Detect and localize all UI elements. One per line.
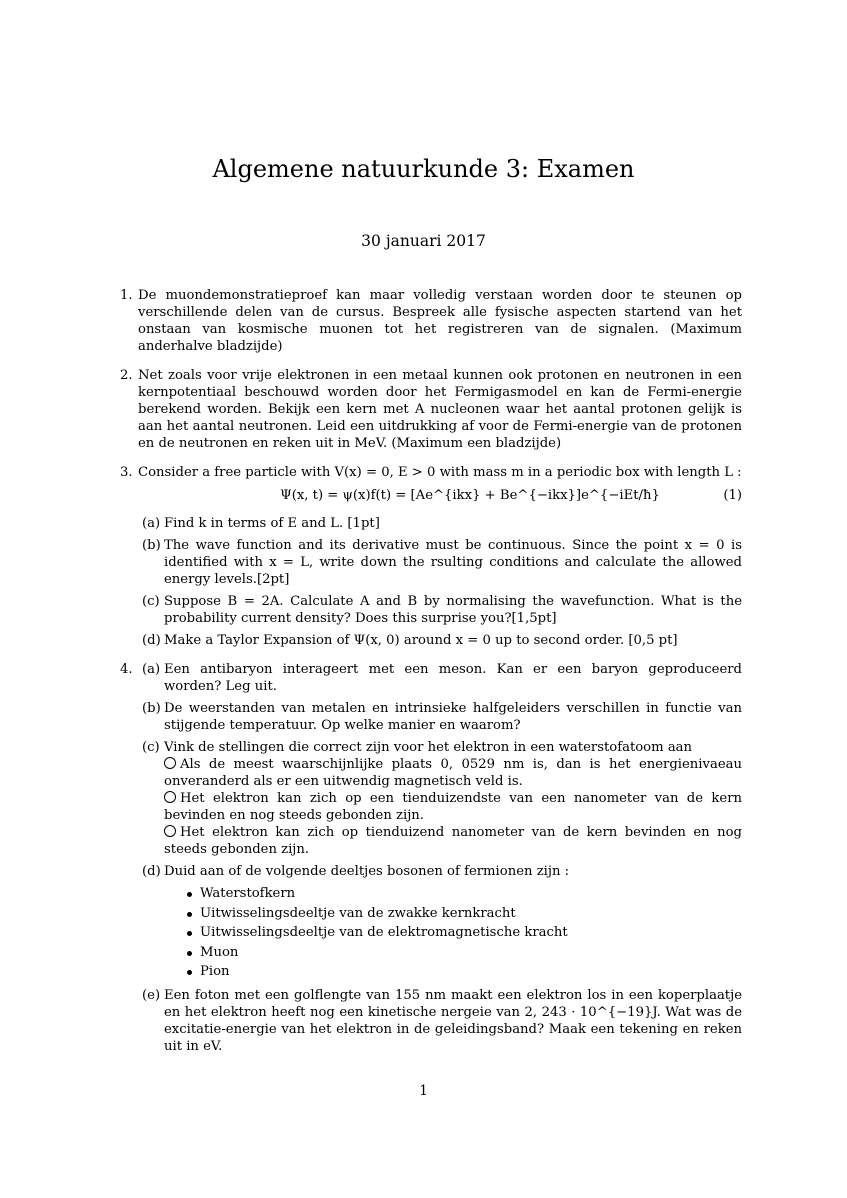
- part-label: (a): [142, 516, 161, 531]
- part-text: Duid aan of de volgende deeltjes bosonen of fermionen zijn :: [164, 864, 570, 879]
- statement-option-2: [164, 790, 742, 824]
- question-number: 1.: [120, 288, 133, 303]
- list-item: Muon: [200, 943, 742, 963]
- checkbox-circle-icon[interactable]: [164, 825, 176, 837]
- question-4: [120, 661, 742, 1055]
- question-number: 2.: [120, 368, 133, 383]
- part-label: (c): [142, 740, 160, 755]
- part-label: (d): [142, 633, 161, 648]
- list-item: Uitwisselingsdeeltje van de elektromagnetische kracht: [200, 923, 742, 943]
- page-number: 1: [419, 1083, 428, 1099]
- question-4d: [138, 863, 742, 982]
- question-3c: [138, 593, 742, 627]
- question-text: De muondemonstratieproef kan maar volledig verstaan worden door te steunen op verschillende delen van de cursus. Bespreek alle fysische aspecten startend van het onstaan van kosmische muonen tot het registreren van de signalen. (Maximum anderhalve bladzijde): [138, 288, 742, 354]
- checkbox-circle-icon[interactable]: [164, 791, 176, 803]
- part-label: (b): [142, 701, 161, 716]
- part-text: De weerstanden van metalen en intrinsieke halfgeleiders verschillen in functie van stijgende temperatuur. Op welke manier en waarom?: [164, 701, 742, 733]
- list-item: Pion: [200, 962, 742, 982]
- equation-text: Ψ(x, t) = ψ(x)f(t) = [Ae^{ikx} + Be^{−ikx}]e^{−iEt/ħ}: [280, 488, 660, 503]
- question-3b: [138, 537, 742, 588]
- equation: [138, 487, 742, 507]
- question-1: [120, 287, 742, 355]
- part-text: Suppose B = 2A. Calculate A and B by normalising the wavefunction. What is the probability current density? Does this surprise you?[1,5pt]: [164, 594, 742, 626]
- question-3: [120, 464, 742, 649]
- part-label: (e): [142, 987, 161, 1003]
- list-item: Uitwisselingsdeeltje van de zwakke kernkracht: [200, 904, 742, 924]
- question-text: Net zoals voor vrije elektronen in een metaal kunnen ook protonen en neutronen in een kernpotentiaal beschouwd worden door het Fermigasmodel en kan de Fermi-energie berekend worden. Bekijk een kern met A nucleonen waar het aantal protonen gelijk is aan het aantal neutronen. Leid een uitdrukking af voor de Fermi-energie van de protonen en de neutronen en reken uit in MeV. (Maximum een bladzijde): [138, 368, 742, 451]
- part-text: Vink de stellingen die correct zijn voor het elektron in een waterstofatoom aan: [164, 740, 693, 755]
- question-text: Consider a free particle with V(x) = 0, E > 0 with mass m in a periodic box with length L :: [138, 465, 742, 480]
- question-3d: [138, 632, 742, 649]
- part-text: Find k in terms of E and L. [1pt]: [164, 516, 380, 531]
- part-text: Make a Taylor Expansion of Ψ(x, 0) around x = 0 up to second order. [0,5 pt]: [164, 633, 678, 648]
- question-4b: [138, 700, 742, 734]
- part-label: (a): [142, 662, 161, 677]
- question-number: 3.: [120, 465, 133, 480]
- part-label: (c): [142, 594, 160, 609]
- question-4a: [138, 661, 742, 695]
- exam-date: 30 januari 2017: [361, 232, 486, 250]
- part-label: (b): [142, 538, 161, 553]
- question-2: [120, 367, 742, 452]
- question-4e: [138, 987, 742, 1055]
- question-3a: [138, 515, 742, 532]
- equation-number: (1): [723, 488, 742, 503]
- part-label: (d): [142, 864, 161, 879]
- statement-text: Het elektron kan zich op een tienduizendste van een nanometer van de kern bevinden en nog steeds gebonden zijn.: [164, 791, 742, 823]
- part-text: Een antibaryon interageert met een meson. Kan er een baryon geproduceerd worden? Leg uit.: [164, 662, 742, 694]
- page-title: Algemene natuurkunde 3: Examen: [212, 155, 635, 183]
- part-text: Een foton met een golflengte van 155 nm maakt een elektron los in een koperplaatje en het elektron heeft nog een kinetische nergeie van 2, 243 · 10^{−19}J. Wat was de excitatie-energie van het elektron in de geleidingsband? Maak een tekening en reken uit in eV.: [164, 987, 742, 1054]
- question-list: [120, 287, 742, 1067]
- list-item: Waterstofkern: [200, 884, 742, 904]
- question-number: 4.: [120, 662, 133, 677]
- statement-text: Als de meest waarschijnlijke plaats 0, 0529 nm is, dan is het energienivaeau onveranderd als er een uitwendig magnetisch veld is.: [164, 757, 742, 789]
- statement-option-1: [164, 756, 742, 790]
- statement-option-3: [164, 824, 742, 858]
- particle-list: [164, 884, 742, 982]
- checkbox-circle-icon[interactable]: [164, 757, 176, 769]
- statement-text: Het elektron kan zich op tienduizend nanometer van de kern bevinden en nog steeds gebonden zijn.: [164, 825, 742, 857]
- part-text: The wave function and its derivative must be continuous. Since the point x = 0 is identified with x = L, write down the rsulting conditions and calculate the allowed energy levels.[2pt]: [164, 538, 742, 587]
- question-4c: [138, 739, 742, 858]
